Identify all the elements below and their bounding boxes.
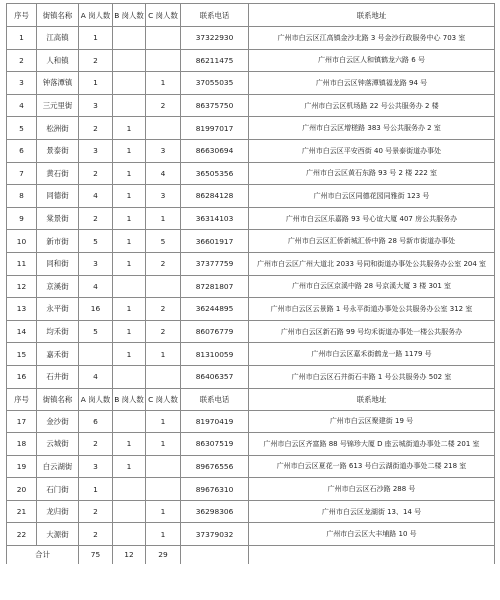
- a-count-cell: 4: [79, 365, 113, 388]
- phone-cell: 86211475: [181, 49, 249, 72]
- b-count-cell: 1: [113, 298, 146, 321]
- b-count-cell: [113, 49, 146, 72]
- seq-cell: 19: [7, 455, 37, 478]
- a-count-cell: 1: [79, 27, 113, 50]
- table-row: [7, 365, 495, 388]
- b-count-cell: 1: [113, 117, 146, 140]
- table-row: [7, 523, 495, 546]
- seq-cell: 16: [7, 365, 37, 388]
- a-count-cell: 2: [79, 117, 113, 140]
- b-count-cell: [113, 523, 146, 546]
- column-header: 序号: [7, 4, 37, 27]
- c-count-cell: 2: [146, 298, 181, 321]
- town-cell: 白云湖街: [37, 455, 79, 478]
- town-cell: 人和镇: [37, 49, 79, 72]
- town-cell: 同和街: [37, 252, 79, 275]
- b-count-cell: [113, 500, 146, 523]
- total-b-count: 12: [113, 546, 146, 564]
- phone-cell: 86630694: [181, 139, 249, 162]
- a-count-cell: 5: [79, 320, 113, 343]
- column-header: 联系电话: [181, 4, 249, 27]
- table-row: [7, 343, 495, 366]
- a-count-cell: 2: [79, 49, 113, 72]
- seq-cell: 20: [7, 478, 37, 501]
- a-count-cell: 2: [79, 523, 113, 546]
- c-count-cell: [146, 117, 181, 140]
- seq-cell: 2: [7, 49, 37, 72]
- a-count-cell: 2: [79, 500, 113, 523]
- table-row: [7, 478, 495, 501]
- address-cell: 广州市白云区齐富路 88 号锦珍大厦 D 座云城街道办事处二楼 201 室: [249, 433, 495, 456]
- a-count-cell: 1: [79, 72, 113, 95]
- table-row: [7, 320, 495, 343]
- address-cell: 广州市白云区同德花园同雅街 123 号: [249, 185, 495, 208]
- column-header: A 岗人数: [79, 4, 113, 27]
- a-count-cell: 3: [79, 94, 113, 117]
- address-cell: 广州市白云区石沙路 288 号: [249, 478, 495, 501]
- column-header: C 岗人数: [146, 388, 181, 410]
- totals-label: 合计: [7, 546, 79, 564]
- c-count-cell: 2: [146, 94, 181, 117]
- c-count-cell: 2: [146, 320, 181, 343]
- address-cell: 广州市白云区嘉禾街鹤龙一路 1179 号: [249, 343, 495, 366]
- a-count-cell: 2: [79, 433, 113, 456]
- phone-cell: 81310059: [181, 343, 249, 366]
- header-row: [7, 4, 495, 27]
- phone-cell: 36601917: [181, 230, 249, 253]
- phone-cell: 36505356: [181, 162, 249, 185]
- town-cell: 龙归街: [37, 500, 79, 523]
- phone-cell: 86406357: [181, 365, 249, 388]
- seq-cell: 22: [7, 523, 37, 546]
- b-count-cell: 1: [113, 139, 146, 162]
- phone-cell: 37055035: [181, 72, 249, 95]
- town-cell: 同德街: [37, 185, 79, 208]
- seq-cell: 8: [7, 185, 37, 208]
- table-row: [7, 139, 495, 162]
- seq-cell: 12: [7, 275, 37, 298]
- phone-cell: 37322930: [181, 27, 249, 50]
- seq-cell: 11: [7, 252, 37, 275]
- b-count-cell: [113, 478, 146, 501]
- phone-cell: 86076779: [181, 320, 249, 343]
- phone-cell: 37377759: [181, 252, 249, 275]
- address-cell: 广州市白云区新石路 99 号均禾街道办事处一楼公共服务办: [249, 320, 495, 343]
- phone-cell: 87281807: [181, 275, 249, 298]
- address-cell: 广州市白云区云景路 1 号永平街道办事处公共服务办公室 312 室: [249, 298, 495, 321]
- town-cell: 永平街: [37, 298, 79, 321]
- phone-cell: 89676556: [181, 455, 249, 478]
- seq-cell: 3: [7, 72, 37, 95]
- c-count-cell: 1: [146, 433, 181, 456]
- c-count-cell: 1: [146, 500, 181, 523]
- table-row: [7, 94, 495, 117]
- town-cell: 石井街: [37, 365, 79, 388]
- column-header: 街镇名称: [37, 388, 79, 410]
- address-cell: 广州市白云区人和镇鹤龙六路 6 号: [249, 49, 495, 72]
- town-cell: 江高镇: [37, 27, 79, 50]
- c-count-cell: [146, 275, 181, 298]
- c-count-cell: 1: [146, 343, 181, 366]
- a-count-cell: 5: [79, 230, 113, 253]
- c-count-cell: [146, 49, 181, 72]
- b-count-cell: 1: [113, 252, 146, 275]
- column-header: 联系地址: [249, 4, 495, 27]
- address-cell: 广州市白云区平安西街 40 号景泰街道办事处: [249, 139, 495, 162]
- town-cell: 云城街: [37, 433, 79, 456]
- c-count-cell: 3: [146, 139, 181, 162]
- seq-cell: 7: [7, 162, 37, 185]
- b-count-cell: [113, 410, 146, 433]
- address-cell: 广州市白云区江高镇金沙北路 3 号金沙行政服务中心 703 室: [249, 27, 495, 50]
- totals-row: [7, 546, 495, 564]
- table-row: [7, 433, 495, 456]
- table-row: [7, 49, 495, 72]
- recruitment-table: [6, 3, 495, 564]
- town-cell: 三元里街: [37, 94, 79, 117]
- a-count-cell: 4: [79, 185, 113, 208]
- town-cell: 嘉禾街: [37, 343, 79, 366]
- c-count-cell: 3: [146, 185, 181, 208]
- phone-cell: 86375750: [181, 94, 249, 117]
- address-cell: 广州市白云区汇侨新城汇侨中路 28 号新市街道办事处: [249, 230, 495, 253]
- table-row: [7, 185, 495, 208]
- address-cell: 广州市白云区机场路 22 号公共服务办 2 楼: [249, 94, 495, 117]
- phone-cell: 86284128: [181, 185, 249, 208]
- table-row: [7, 298, 495, 321]
- c-count-cell: 5: [146, 230, 181, 253]
- column-header: B 岗人数: [113, 4, 146, 27]
- town-cell: 景泰街: [37, 139, 79, 162]
- phone-cell: 81997017: [181, 117, 249, 140]
- table-row: [7, 162, 495, 185]
- column-header: 联系地址: [249, 388, 495, 410]
- total-c-count: 29: [146, 546, 181, 564]
- phone-cell: 36298306: [181, 500, 249, 523]
- a-count-cell: 3: [79, 139, 113, 162]
- b-count-cell: 1: [113, 230, 146, 253]
- total-phone-empty: [181, 546, 249, 564]
- a-count-cell: [79, 343, 113, 366]
- town-cell: 黄石街: [37, 162, 79, 185]
- address-cell: 广州市白云区夏花一路 613 号白云湖街道办事处二楼 218 室: [249, 455, 495, 478]
- b-count-cell: [113, 72, 146, 95]
- b-count-cell: [113, 275, 146, 298]
- town-cell: 新市街: [37, 230, 79, 253]
- town-cell: 京溪街: [37, 275, 79, 298]
- phone-cell: 36244895: [181, 298, 249, 321]
- phone-cell: 89676310: [181, 478, 249, 501]
- address-cell: 广州市白云区石井街石丰路 1 号公共服务办 502 室: [249, 365, 495, 388]
- town-cell: 石门街: [37, 478, 79, 501]
- address-cell: 广州市白云区京溪中路 28 号京溪大厦 3 楼 301 室: [249, 275, 495, 298]
- b-count-cell: [113, 27, 146, 50]
- b-count-cell: 1: [113, 320, 146, 343]
- table-row: [7, 455, 495, 478]
- phone-cell: 81970419: [181, 410, 249, 433]
- a-count-cell: 1: [79, 478, 113, 501]
- seq-cell: 18: [7, 433, 37, 456]
- phone-cell: 36314103: [181, 207, 249, 230]
- seq-cell: 15: [7, 343, 37, 366]
- town-cell: 松洲街: [37, 117, 79, 140]
- a-count-cell: 2: [79, 162, 113, 185]
- table-row: [7, 117, 495, 140]
- column-header: A 岗人数: [79, 388, 113, 410]
- c-count-cell: 4: [146, 162, 181, 185]
- address-cell: 广州市白云区广州大道北 2033 号同和街道办事处公共服务办公室 204 室: [249, 252, 495, 275]
- seq-cell: 21: [7, 500, 37, 523]
- c-count-cell: [146, 27, 181, 50]
- address-cell: 广州市白云区龙湖街 13、14 号: [249, 500, 495, 523]
- c-count-cell: [146, 365, 181, 388]
- repeated-header-row: [7, 388, 495, 410]
- c-count-cell: [146, 455, 181, 478]
- town-cell: 棠景街: [37, 207, 79, 230]
- seq-cell: 1: [7, 27, 37, 50]
- phone-cell: 37379032: [181, 523, 249, 546]
- total-a-count: 75: [79, 546, 113, 564]
- seq-cell: 4: [7, 94, 37, 117]
- table-row: [7, 207, 495, 230]
- table-row: [7, 500, 495, 523]
- seq-cell: 17: [7, 410, 37, 433]
- seq-cell: 13: [7, 298, 37, 321]
- column-header: C 岗人数: [146, 4, 181, 27]
- seq-cell: 14: [7, 320, 37, 343]
- column-header: 街镇名称: [37, 4, 79, 27]
- a-count-cell: 2: [79, 207, 113, 230]
- a-count-cell: 6: [79, 410, 113, 433]
- total-address-empty: [249, 546, 495, 564]
- a-count-cell: 4: [79, 275, 113, 298]
- town-cell: 钟落潭镇: [37, 72, 79, 95]
- town-cell: 大源街: [37, 523, 79, 546]
- b-count-cell: 1: [113, 185, 146, 208]
- b-count-cell: 1: [113, 207, 146, 230]
- table-row: [7, 72, 495, 95]
- address-cell: 广州市白云区增槎路 383 号公共服务办 2 室: [249, 117, 495, 140]
- c-count-cell: [146, 478, 181, 501]
- b-count-cell: 1: [113, 343, 146, 366]
- seq-cell: 5: [7, 117, 37, 140]
- seq-cell: 10: [7, 230, 37, 253]
- table-row: [7, 230, 495, 253]
- b-count-cell: 1: [113, 455, 146, 478]
- b-count-cell: 1: [113, 433, 146, 456]
- recruitment-table-sheet: [6, 3, 494, 564]
- seq-cell: 9: [7, 207, 37, 230]
- b-count-cell: [113, 94, 146, 117]
- column-header: B 岗人数: [113, 388, 146, 410]
- b-count-cell: [113, 365, 146, 388]
- a-count-cell: 3: [79, 252, 113, 275]
- table-row: [7, 27, 495, 50]
- phone-cell: 86307519: [181, 433, 249, 456]
- town-cell: 金沙街: [37, 410, 79, 433]
- a-count-cell: 3: [79, 455, 113, 478]
- a-count-cell: 16: [79, 298, 113, 321]
- column-header: 序号: [7, 388, 37, 410]
- address-cell: 广州市白云区聚建街 19 号: [249, 410, 495, 433]
- c-count-cell: 1: [146, 410, 181, 433]
- c-count-cell: 1: [146, 523, 181, 546]
- table-row: [7, 275, 495, 298]
- table-row: [7, 252, 495, 275]
- b-count-cell: 1: [113, 162, 146, 185]
- address-cell: 广州市白云区黄石东路 93 号 2 楼 222 室: [249, 162, 495, 185]
- seq-cell: 6: [7, 139, 37, 162]
- table-row: [7, 410, 495, 433]
- address-cell: 广州市白云区钟落潭镇福龙路 94 号: [249, 72, 495, 95]
- address-cell: 广州市白云区乐嘉路 93 号心谊大厦 407 房公共服务办: [249, 207, 495, 230]
- town-cell: 均禾街: [37, 320, 79, 343]
- address-cell: 广州市白云区大丰埔路 10 号: [249, 523, 495, 546]
- column-header: 联系电话: [181, 388, 249, 410]
- c-count-cell: 2: [146, 252, 181, 275]
- c-count-cell: 1: [146, 72, 181, 95]
- c-count-cell: 1: [146, 207, 181, 230]
